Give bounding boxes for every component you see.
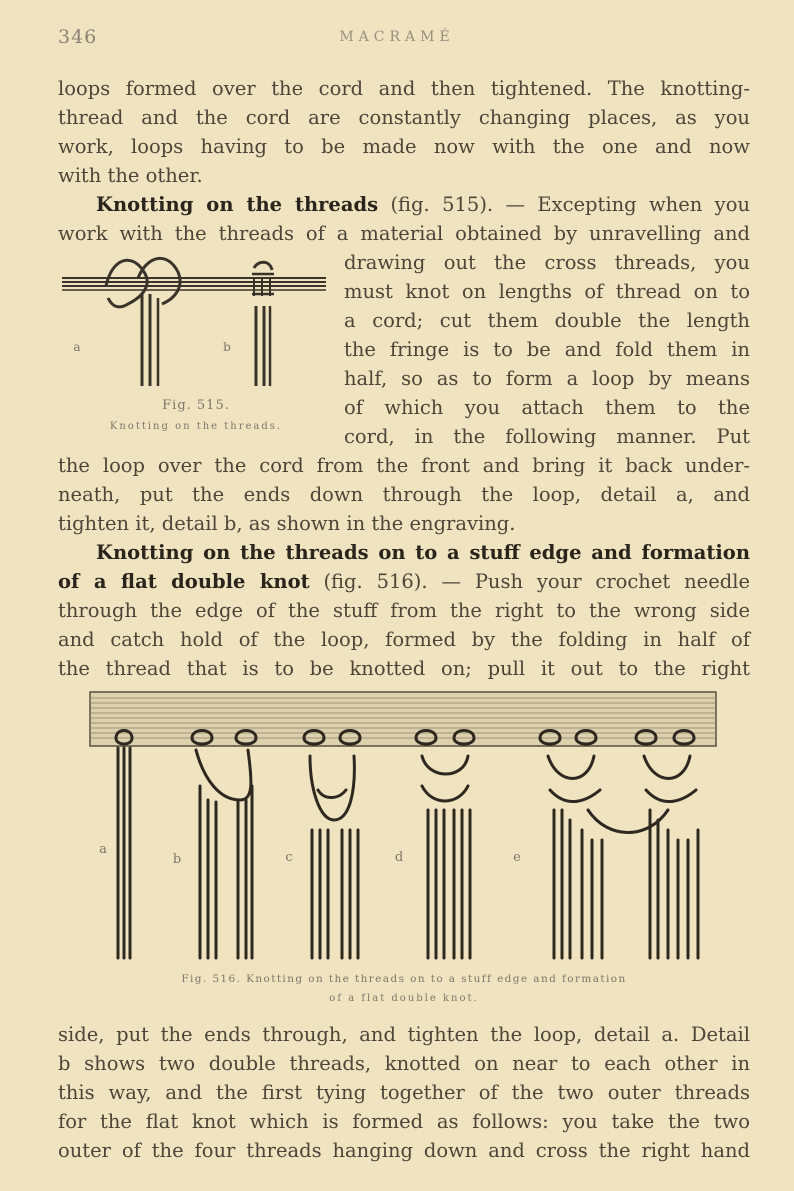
figure-516-caption-cont: of a flat double knot. [329, 993, 479, 1004]
figure-515-label-a: a [73, 340, 83, 354]
text-line: the thread that is to be knotted on; pull it out to the right [58, 657, 750, 680]
text-line: loops formed over the cord and then tightened. The knotting- [58, 77, 750, 100]
text-line: side, put the ends through, and tighten the loop, detail a. Detail [58, 1023, 750, 1046]
text-line: outer of the four threads hanging down and cross the right hand [58, 1139, 750, 1162]
text-line: must knot on lengths of thread on to [344, 280, 750, 303]
figure-515-label-b: b [223, 340, 233, 354]
section-heading-line [58, 190, 750, 219]
figure-516-label-e: e [513, 850, 523, 865]
paragraph-intro [58, 74, 750, 190]
figure-516-label-c: c [285, 850, 295, 865]
text-line: neath, put the ends down through the loop, detail a, and [58, 483, 750, 506]
figure-516-label-a: a [99, 842, 109, 857]
figure-516-caption: Fig. 516. Knotting on the threads on to a stuff edge and formation [181, 973, 627, 985]
text-line: a cord; cut them double the length [344, 309, 750, 332]
text-line: of which you attach them to the [344, 396, 750, 419]
section-heading: Knotting on the threads on to a stuff edge and formation [96, 541, 750, 564]
text-line: thread and the cord are constantly changing places, as you [58, 106, 750, 129]
text-line: through the edge of the stuff from the right to the wrong side [58, 599, 750, 622]
figure-516-illustration [88, 690, 720, 962]
text-line: and catch hold of the loop, formed by the folding in half of [58, 628, 750, 651]
text-line: this way, and the first tying together of the two outer threads [58, 1081, 750, 1104]
section-heading: Knotting on the threads [96, 193, 379, 216]
figure-516-label-d: d [394, 850, 406, 865]
text-line: work, loops having to be made now with the one and now [58, 135, 750, 158]
paragraph-beside-figure [344, 248, 750, 451]
text-line: b shows two double threads, knotted on near to each other in [58, 1052, 750, 1075]
section-heading-line [58, 567, 750, 596]
figure-516-label-b: b [172, 852, 184, 867]
text-line: tighten it, detail b, as shown in the engraving. [58, 512, 516, 535]
figure-reference: (fig. 516). — Push your crochet needle [309, 570, 750, 593]
text-line: drawing out the cross threads, you [344, 251, 750, 274]
text-line: with the other. [58, 164, 203, 187]
text-line: for the flat knot which is formed as follows: you take the two [58, 1110, 750, 1133]
running-title: MACRAMÉ [339, 29, 455, 45]
paragraph-continuation [58, 451, 750, 538]
figure-515-illustration [58, 248, 334, 398]
section-knotting-on-threads [58, 190, 750, 248]
text-line: cord, in the following manner. Put [344, 425, 750, 448]
section-heading-line [58, 538, 750, 567]
figure-515-number: Fig. 515. [162, 398, 230, 413]
text-line: half, so as to form a loop by means [344, 367, 750, 390]
text-line: work with the threads of a material obtained by unravelling and [58, 222, 750, 245]
figure-reference: (fig. 515). — Excepting when you [378, 193, 750, 216]
paragraph-closing [58, 1020, 750, 1165]
section-heading: of a flat double knot [58, 570, 310, 593]
text-line: the fringe is to be and fold them in [344, 338, 750, 361]
figure-515-caption: Knotting on the threads. [109, 421, 283, 432]
page-number: 346 [58, 26, 98, 48]
text-line: the loop over the cord from the front and bring it back under- [58, 454, 750, 477]
section-stuff-edge [58, 538, 750, 683]
